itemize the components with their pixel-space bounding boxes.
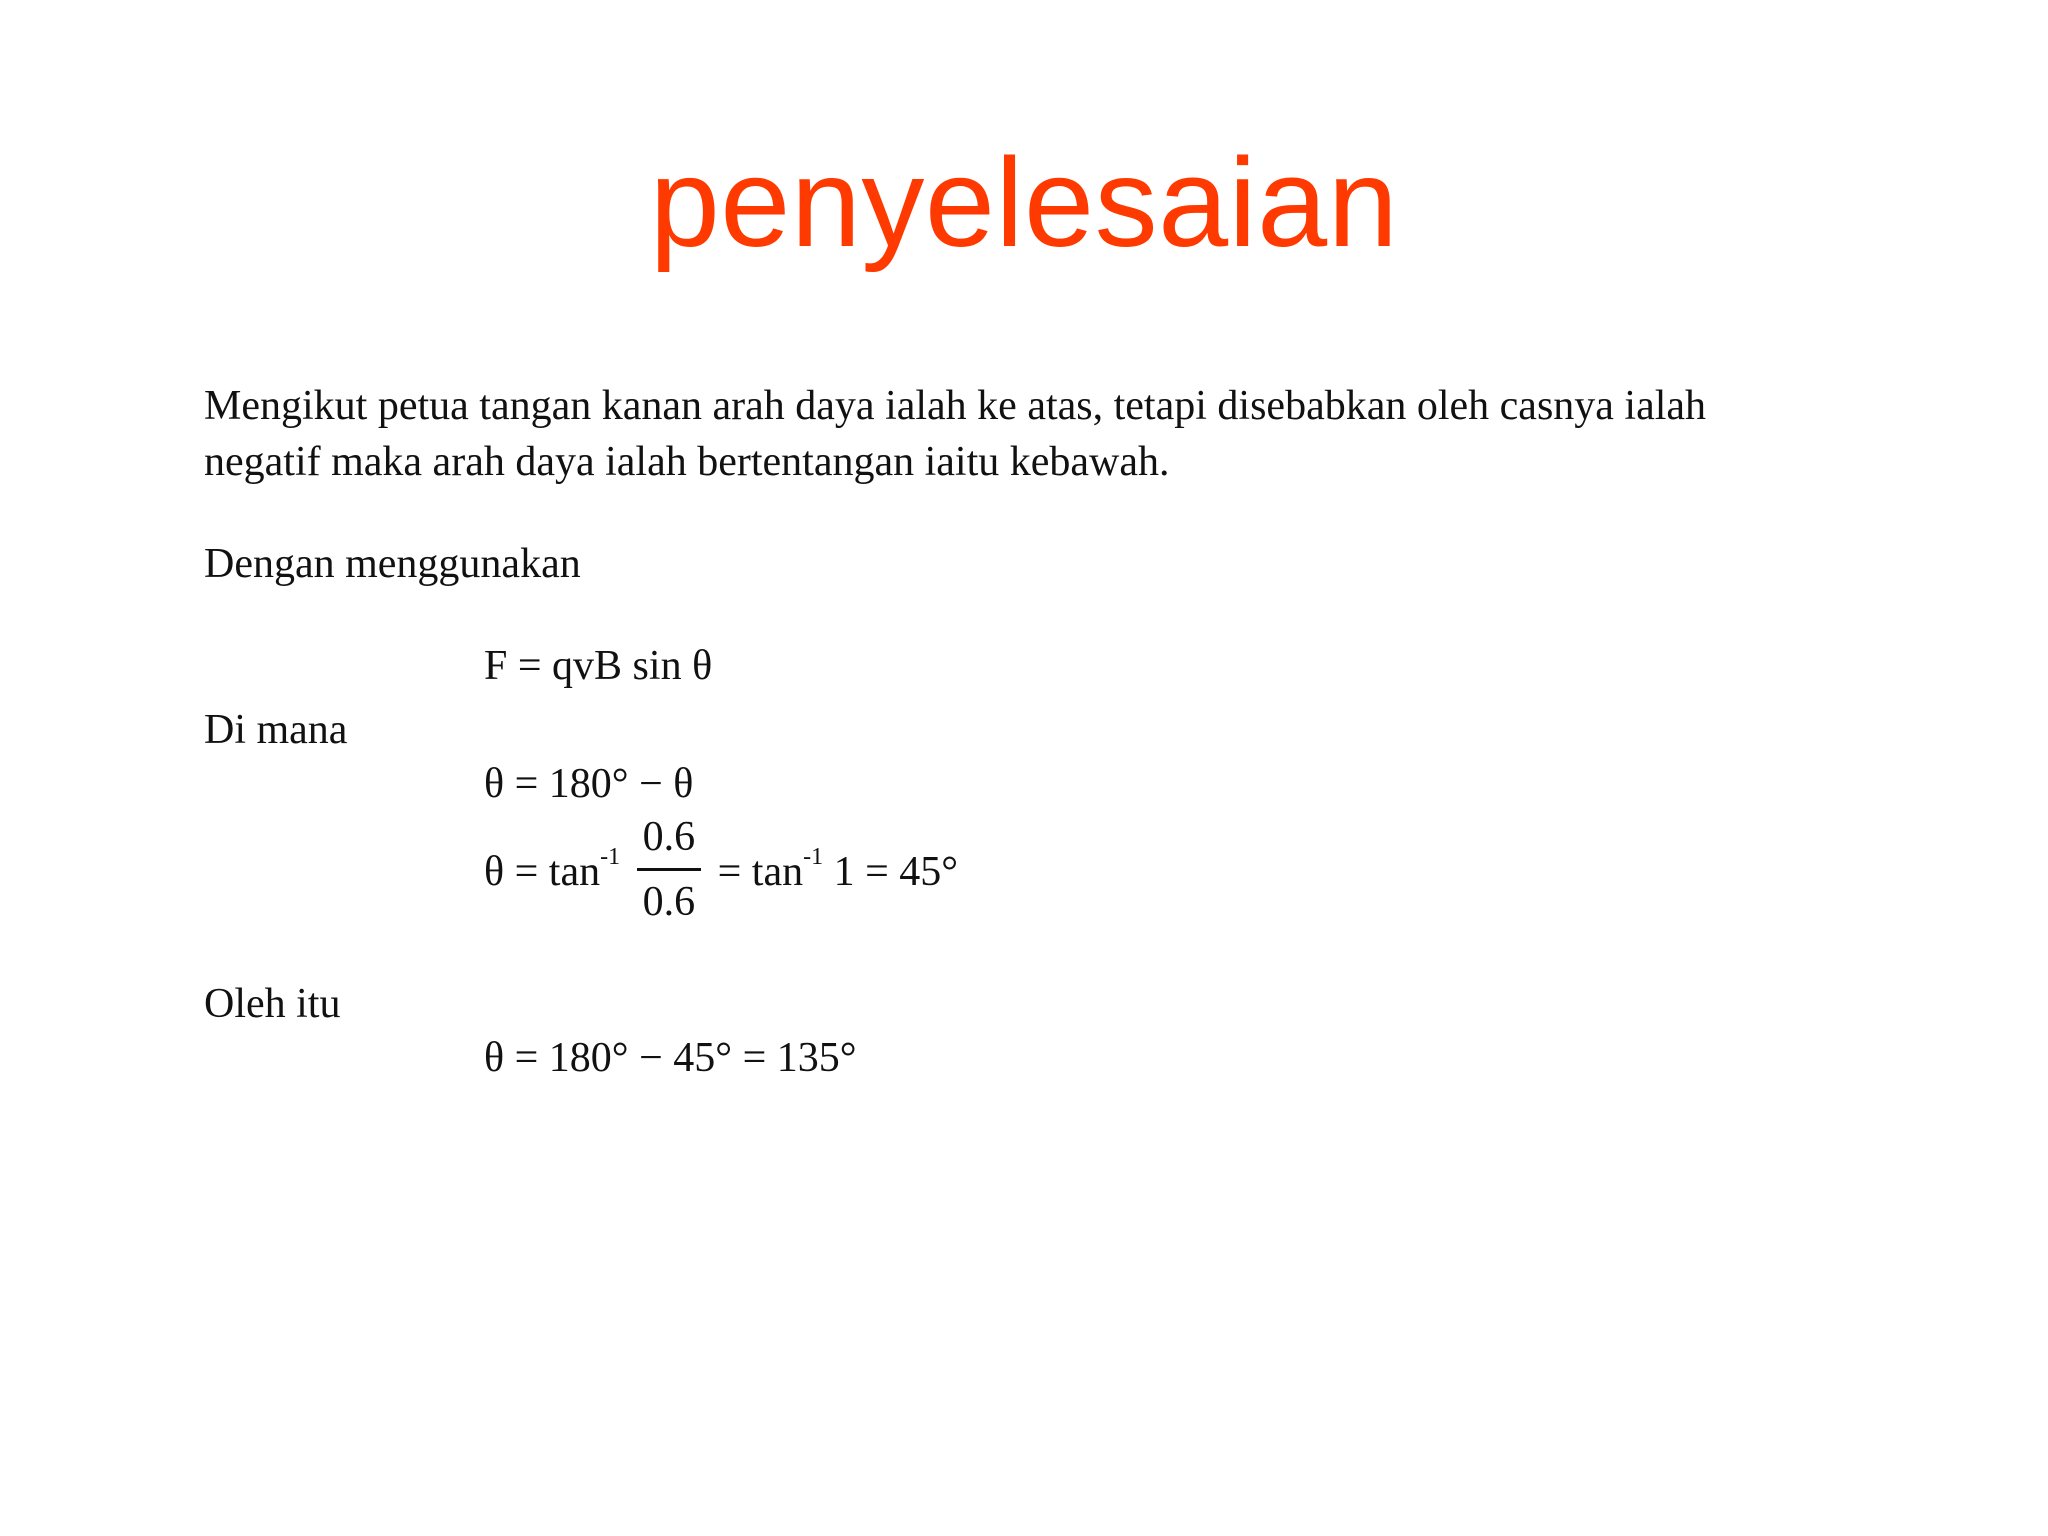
explanation-paragraph — [204, 378, 1864, 490]
paragraph-line-1: Mengikut petua tangan kanan arah daya ialah ke atas, tetapi disebabkan oleh casnya ialah — [204, 383, 1707, 429]
equation-theta-supplement — [484, 756, 693, 812]
fraction-denominator: 0.6 — [642, 879, 696, 925]
label-dengan-menggunakan: Dengan menggunakan — [204, 541, 581, 587]
fraction — [637, 806, 702, 933]
paragraph-line-2: negatif maka arah daya ialah bertentangan iaitu kebawah. — [204, 439, 1170, 485]
equation-final — [484, 1030, 857, 1086]
label-oleh-itu: Oleh itu — [204, 981, 341, 1027]
slide-title: penyelesaian — [649, 132, 1399, 273]
inverse-superscript-1: -1 — [600, 844, 621, 871]
equation-rhs: 1 = 45° — [833, 849, 959, 896]
equation-lhs: θ = tan — [484, 849, 601, 896]
equation-theta-tan — [484, 812, 958, 939]
equation-mid: = tan — [717, 849, 804, 896]
label-di-mana: Di mana — [204, 707, 348, 753]
fraction-numerator: 0.6 — [637, 806, 702, 871]
equation-final-text: θ = 180° − 45° = 135° — [484, 1035, 857, 1081]
equation-force — [484, 638, 712, 694]
inverse-superscript-2: -1 — [803, 844, 824, 871]
equation-theta-supplement-text: θ = 180° − θ — [484, 761, 694, 807]
equation-force-text: F = qvB sin θ — [484, 643, 713, 689]
